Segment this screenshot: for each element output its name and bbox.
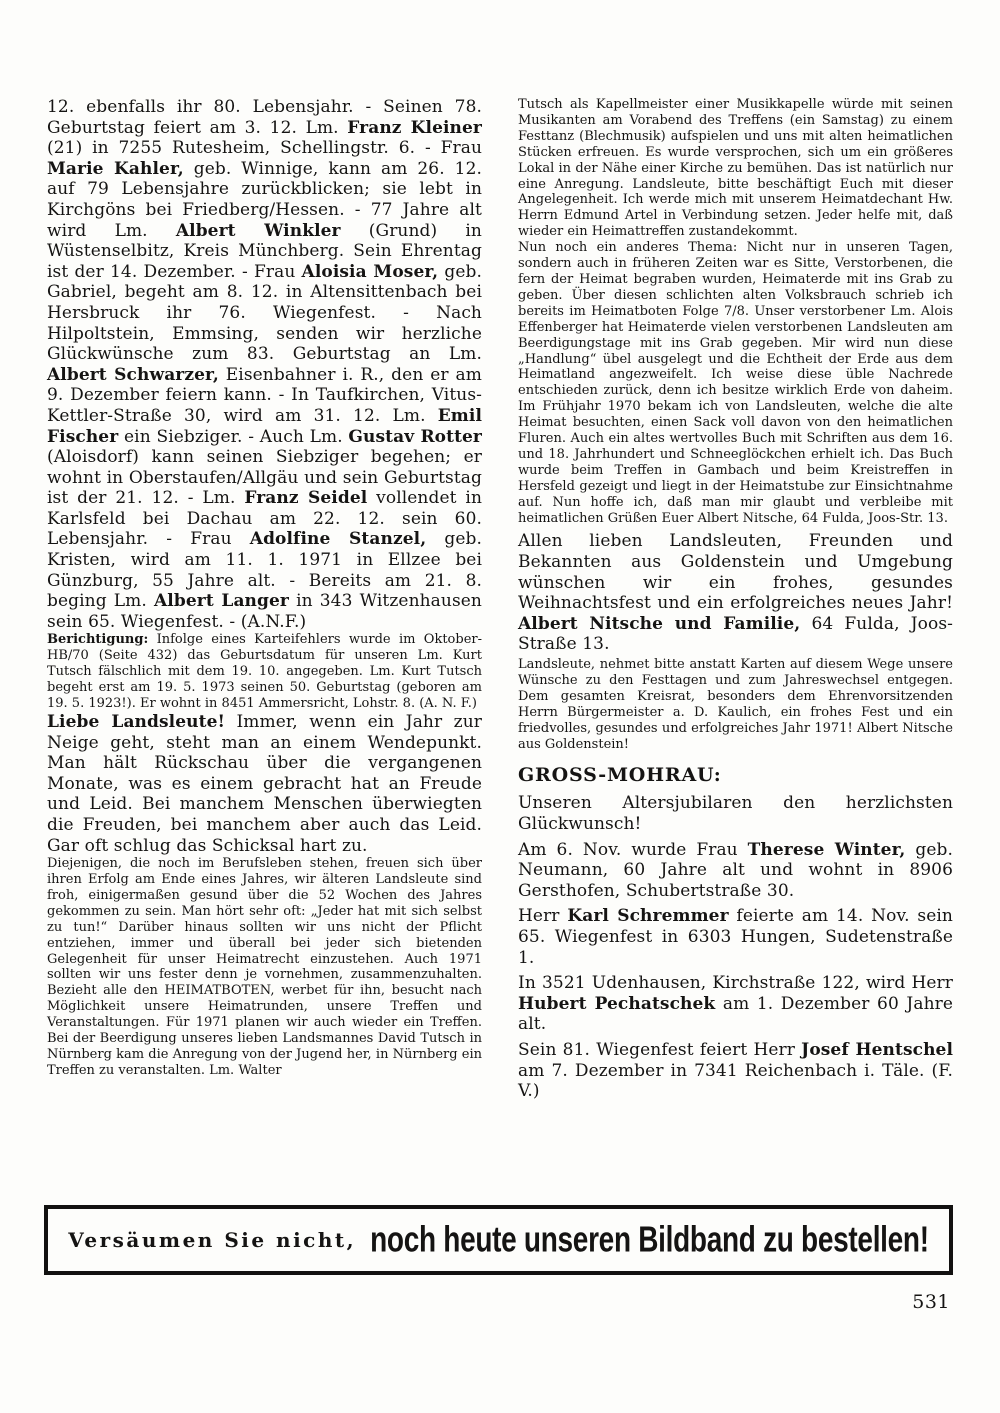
banner-main-text: noch heute unseren Bildband zu bestellen! — [370, 1219, 929, 1260]
para-hubert-pechatschek: In 3521 Udenhausen, Kirchstraße 122, wird Herr Hubert Pechatschek am 1. Dezember 60 Jahre alt. — [518, 973, 954, 1035]
para-berichtigung: Berichtigung: Infolge eines Karteifehlers wurde im Oktober-HB/70 (Seite 432) das Geburtsdatum für unseren Lm. Kurt Tutsch fälschlich mit dem 19. 10. angegeben. Lm. Kurt Tutsch begeht erst am 19. 5. 1973 seinen 50. Geburtstag (geboren am 19. 5. 1923!). Er wohnt in 8451 Ammersricht, Lohstr. 8. (A. N. F.) — [47, 632, 482, 712]
heading-gross-mohrau: GROSS-MOHRAU: — [518, 764, 722, 787]
page-number: 531 — [912, 1291, 950, 1313]
para-liebe-landsleute: Liebe Landsleute! Immer, wenn ein Jahr zur Neige geht, steht man an einem Wendepunkt. Man hält Rückschau über die vergangenen Monate, was es einem gebracht hat an Freude und Leid. Bei manchem Menschen überwiegten die Freuden, bei manchem aber auch das Leid. Gar oft schlug das Schicksal hart zu. — [47, 711, 482, 856]
para-geburtstagsjubilare: 12. ebenfalls ihr 80. Lebensjahr. - Seinen 78. Geburtstag feiert am 3. 12. Lm. Franz Kleiner (21) in 7255 Rutesheim, Schellingstr. 6. - Frau Marie Kahler, geb. Winnige, kann am 26. 12. auf 79 Lebensjahre zurückblicken; sie lebt in Kirchgöns bei Friedberg/Hessen. - 77 Jahre alt wird Lm. Albert Winkler (Grund) in Wüstenselbitz, Kreis Münchberg. Sein Ehrentag ist der 14. Dezember. - Frau Aloisia Moser, geb. Gabriel, begeht am 8. 12. in Altensittenbach bei Hersbruck ihr 76. Wiegenfest. - Nach Hilpoltstein, Emmsing, senden wir herzliche Glückwünsche zum 83. Geburtstag an Lm. Albert Schwarzer, Eisenbahner i. R., den er am 9. Dezember feiern kann. - In Taufkirchen, Vitus-Kettler-Straße 30, wird am 31. 12. Lm. Emil Fischer ein Siebziger. - Auch Lm. Gustav Rotter (Aloisdorf) kann seinen Siebziger begehen; er wohnt in Oberstaufen/Allgäu und sein Geburtstag ist der 21. 12. - Lm. Franz Seidel vollendet in Karlsfeld bei Dachau am 22. 12. sein 60. Lebensjahr. - Frau Adolfine Stanzel, geb. Kristen, wird am 11. 1. 1971 in Ellzee bei Günzburg, 55 Jahre alt. - Bereits am 21. 8. beging Lm. Albert Langer in 343 Witzenhausen sein 65. Wiegenfest. - (A.N.F.) — [47, 97, 482, 632]
para-berufsleben: Diejenigen, die noch im Berufsleben stehen, freuen sich über ihren Erfolg am Ende eines Jahres, wir älteren Landsleute sind froh, einigermaßen gesund über die 52 Wochen des Jahres gekommen zu sein. Man hört sehr oft: „Jeder hat mit sich selbst zu tun!“ Darüber hinaus sollten wir uns nicht der Pflicht entziehen, immer und überall bei jeder sich bietenden Gelegenheit für unser Heimatrecht einzustehen. Auch 1971 sollten wir uns fester denn je vornehmen, zusammenzuhalten. Bezieht alle den HEIMATBOTEN, werbet für ihn, besucht nach Möglichkeit unsere Heimatrunden, unsere Treffen und Veranstaltungen. Für 1971 planen wir auch wieder ein Treffen. Bei der Beerdigung unseres lieben Landsmannes David Tutsch in Nürnberg kam die Anregung von der Jugend her, in Nürnberg ein Treffen zu veranstalten. Lm. Walter — [47, 856, 482, 1078]
para-josef-hentschel: Sein 81. Wiegenfest feiert Herr Josef Hentschel am 7. Dezember in 7341 Reichenbach i. Täle. (F. V.) — [518, 1040, 953, 1102]
para-karl-schremmer: Herr Karl Schremmer feierte am 14. Nov. sein 65. Wiegenfest in 6303 Hungen, Sudetenstraße 1. — [518, 906, 953, 968]
para-altersjubilare: Unseren Altersjubilaren den herzlichsten Glückwunsch! — [518, 793, 953, 835]
right-column — [518, 97, 953, 1102]
para-kreisrat-wuensche: Landsleute, nehmet bitte anstatt Karten auf diesem Wege unsere Wünsche zu den Festtagen und zum Jahreswechsel entgegen. Dem gesamten Kreisrat, besonders dem Ehrenvorsitzenden Herrn Bürgermeister a. D. Kaulich, ein frohes Fest und ein friedvolles, gesundes und erfolgreiches Jahr 1971! Albert Nitsche aus Goldenstein! — [518, 657, 953, 752]
order-banner — [44, 1205, 953, 1275]
text-columns — [47, 97, 953, 1102]
banner-lead-text: Versäumen Sie nicht, — [68, 1228, 357, 1252]
para-kapellmeister: Tutsch als Kapellmeister einer Musikkapelle würde mit seinen Musikanten am Vorabend des Treffens (ein Samstag) zu einem Festtanz (Blechmusik) aufspielen und uns mit alten heimatlichen Stücken erfreuen. Es wurde versprochen, sich um ein größeres Lokal in der Nähe einer Kirche zu bemühen. Das ist natürlich nur eine Anregung. Landsleute, bitte beschäftigt Euch mit dieser Angelegenheit. Ich werde mich mit unserem Heimatdechant Hw. Herrn Edmund Artel in Verbindung setzen. Jeder helfe mit, daß wieder ein Heimattreffen zustandekommt. — [518, 97, 953, 240]
para-weihnachtswunsch: Allen lieben Landsleuten, Freunden und Bekannten aus Goldenstein und Umgebung wünschen wir ein frohes, gesundes Weihnachtsfest und ein erfolgreiches neues Jahr! Albert Nitsche und Familie, 64 Fulda, Joos-Straße 13. — [518, 531, 953, 655]
para-heimaterde: Nun noch ein anderes Thema: Nicht nur in unseren Tagen, sondern auch in früheren Zeiten war es Sitte, Verstorbenen, die fern der Heimat begraben wurden, Heimaterde mit ins Grab zu geben. Über diesen schlichten alten Volksbrauch schrieb ich bereits im Heimatboten Folge 7/8. Unser verstorbener Lm. Alois Effenberger hat Heimaterde vielen verstorbenen Landsleuten am Beerdigungstage mit ins Grab gegeben. Mir wird nun diese „Handlung“ übel ausgelegt und die Echtheit der Erde aus dem Heimatland angezweifelt. Ich weise diese üble Nachrede entschieden zurück, denn ich besitze wirklich Erde von daheim. Im Frühjahr 1970 bekam ich von Landsleuten, welche die alte Heimat besuchten, einen Sack voll davon von den heimatlichen Fluren. Auch ein altes wertvolles Buch mit Schriften aus dem 16. und 18. Jahrhundert und Schneeglöckchen erhielt ich. Das Buch wurde beim Treffen in Gambach und beim Kreistreffen in Hersfeld gezeigt und liegt in der Heimatstube zur Einsichtnahme auf. Nun hoffe ich, daß man mir glaubt und verbleibe mit heimatlichen Grüßen Euer Albert Nitsche, 64 Fulda, Joos-Str. 13. — [518, 240, 953, 526]
left-column — [47, 97, 482, 1102]
para-therese-winter: Am 6. Nov. wurde Frau Therese Winter, geb. Neumann, 60 Jahre alt und wohnt in 8906 Gersthofen, Schubertstraße 30. — [518, 839, 954, 901]
